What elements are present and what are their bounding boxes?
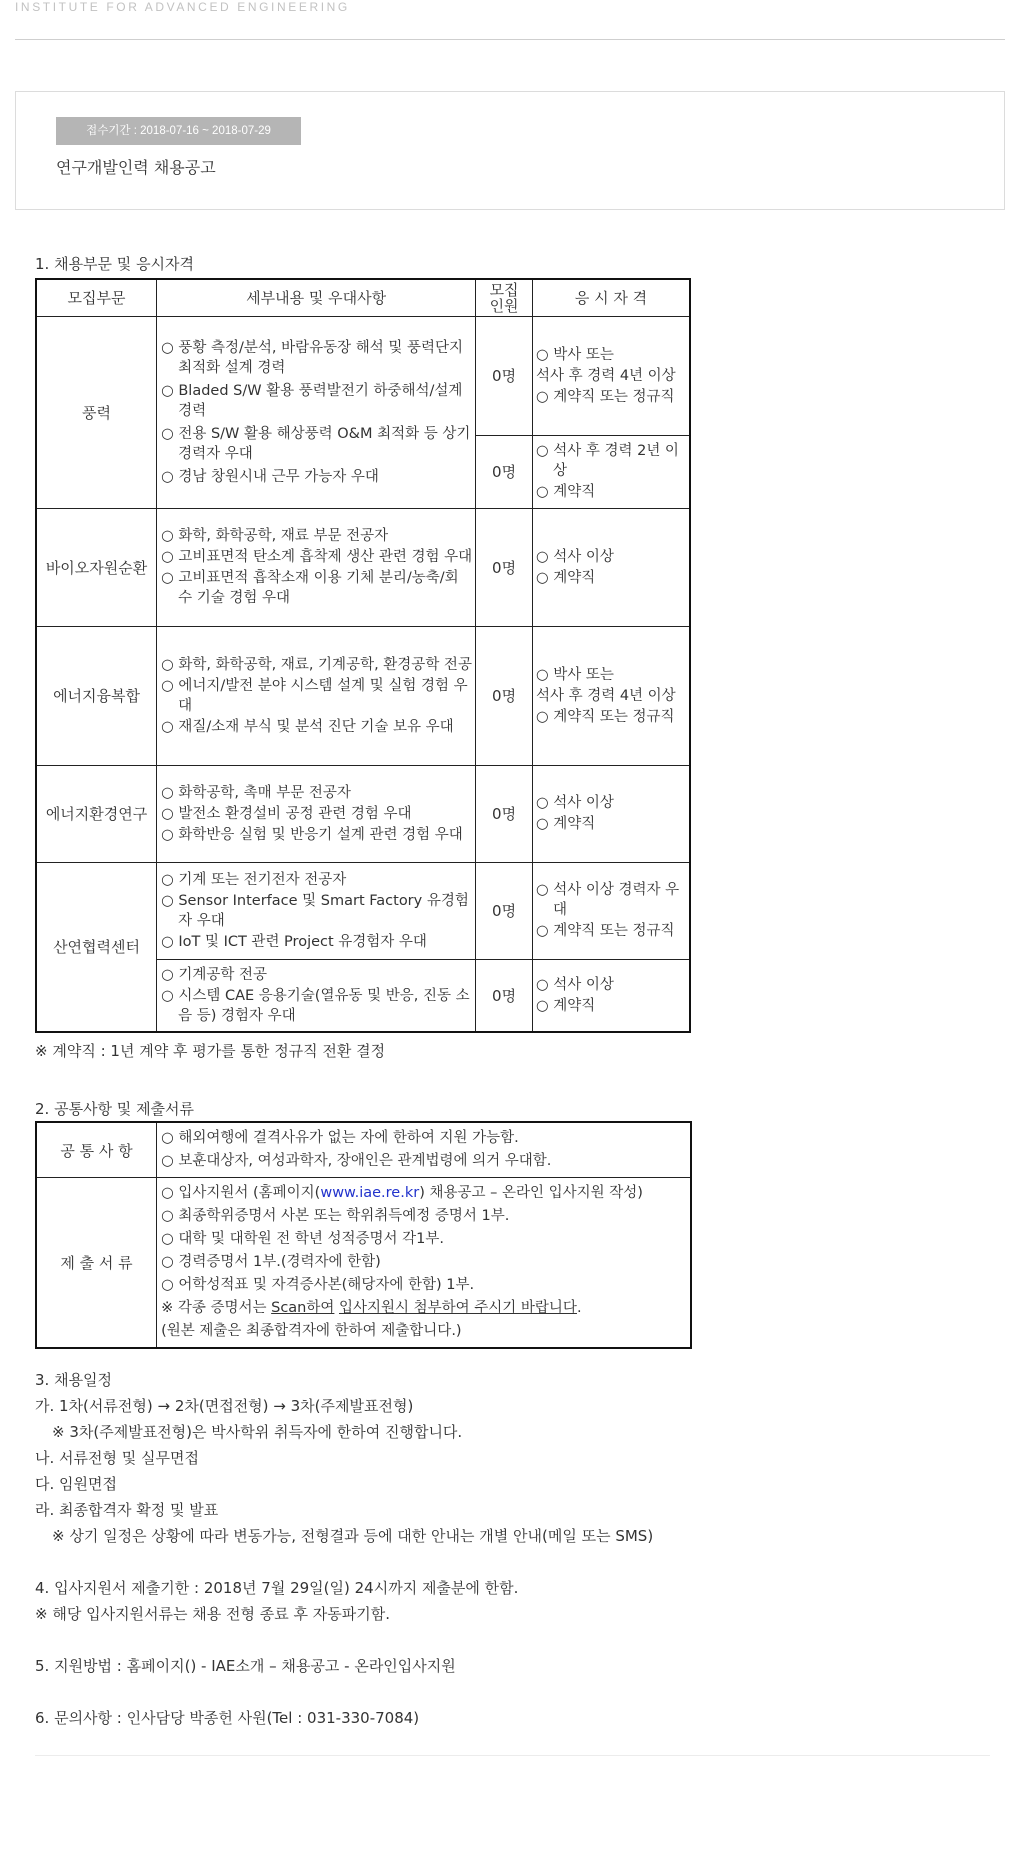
- qualification-cell: [532, 862, 690, 959]
- count-cell: 0명: [476, 765, 533, 862]
- count-cell: 0명: [476, 959, 533, 1032]
- schedule-line: 가. 1차(서류전형) → 2차(면접전형) → 3차(주제발표전형): [35, 1397, 414, 1415]
- section1-title: 1. 채용부문 및 응시자격: [35, 255, 195, 273]
- contract-note: ※ 계약직 : 1년 계약 후 평가를 통한 정규직 전환 결정: [35, 1042, 386, 1060]
- detail-item: ○ 기계공학 전공: [161, 966, 267, 983]
- qual-item: ○ 석사 이상 경력자 우대: [535, 882, 680, 918]
- detail-item: ○ 고비표면적 탄소계 흡착제 생산 관련 경험 우대: [161, 549, 473, 565]
- qualification-cell: [532, 316, 690, 435]
- category-cell: 산연협력센터: [36, 862, 157, 1032]
- common-docs-table: [35, 1121, 692, 1349]
- doc-scan-end: .: [576, 1300, 582, 1316]
- doc-scan-text: ※ 각종 증명서는: [161, 1300, 272, 1316]
- detail-item: ○ IoT 및 ICT 관련 Project 유경험자 우대: [161, 933, 427, 950]
- qual-item: ○ 계약직: [535, 484, 596, 500]
- table-row: [36, 765, 690, 862]
- notice-box: [15, 91, 1005, 210]
- notice-title: 연구개발인력 채용공고: [56, 158, 216, 177]
- detail-item: ○ 경남 창원시내 근무 가능자 우대: [161, 468, 379, 485]
- detail-item: ○ 기계 또는 전기전자 전공자: [161, 871, 347, 888]
- category-cell: 바이오자원순환: [36, 508, 157, 626]
- schedule-note: ※ 3차(주제발표전형)은 박사학위 취득자에 한하여 진행합니다.: [52, 1423, 463, 1441]
- doc-item-text: ○ 입사지원서 (홈페이지(: [161, 1185, 321, 1201]
- qual-item: ○ 석사 후 경력 2년 이상: [535, 443, 679, 479]
- count-cell: 0명: [476, 626, 533, 765]
- detail-item: ○ 에너지/발전 분야 시스템 설계 및 실험 경험 우대: [161, 677, 468, 714]
- doc-item: ○ 최종학위증명서 사본 또는 학위취득예정 증명서 1부.: [161, 1208, 510, 1224]
- count-cell: 0명: [476, 316, 533, 435]
- table-row: [36, 508, 690, 626]
- header-details: 세부내용 및 우대사항: [157, 279, 476, 316]
- common-item: ○ 해외여행에 결격사유가 없는 자에 한하여 지원 가능함.: [161, 1130, 519, 1146]
- section3-title: 3. 채용일정: [35, 1371, 113, 1389]
- qualification-cell: [532, 435, 690, 508]
- doc-scan-underlined: Scan하여: [271, 1300, 335, 1316]
- doc-item: ○ 경력증명서 1부.(경력자에 한함): [161, 1254, 381, 1270]
- detail-item: ○ 풍황 측정/분석, 바람유동장 해석 및 풍력단지 최적화 설계 경력: [161, 339, 464, 376]
- schedule-line: 다. 임원면접: [35, 1475, 117, 1493]
- details-cell: [157, 959, 476, 1032]
- category-cell: 에너지융복합: [36, 626, 157, 765]
- table-row: [36, 1178, 691, 1349]
- detail-item: ○ 시스템 CAE 응용기술(열유동 및 반응, 진동 소음 등) 경험자 우대: [161, 987, 470, 1024]
- detail-item: ○ 화학, 화학공학, 재료, 기계공학, 환경공학 전공: [161, 656, 472, 673]
- qual-item: ○ 석사 이상: [535, 795, 614, 811]
- qual-item: ○ 계약직 또는 정규직: [535, 923, 675, 939]
- detail-item: ○ 전용 S/W 활용 해상풍력 O&M 최적화 등 상기 경력자 우대: [161, 425, 471, 462]
- category-cell: 풍력: [36, 316, 157, 508]
- section2-title: 2. 공통사항 및 제출서류: [35, 1100, 195, 1118]
- application-period-badge: 접수기간 : 2018-07-16 ~ 2018-07-29: [56, 117, 301, 145]
- docs-cell: [157, 1178, 691, 1349]
- qual-item: ○ 석사 이상: [535, 976, 614, 993]
- recruitment-table: [35, 278, 691, 1033]
- qual-item: ○ 계약직 또는 정규직: [535, 708, 675, 725]
- doc-item: [161, 1182, 686, 1205]
- schedule-line: 라. 최종합격자 확정 및 발표: [35, 1501, 219, 1519]
- header-count: [476, 279, 533, 316]
- header-count-label: 모집 인원: [489, 280, 519, 315]
- detail-item: ○ 화학, 화학공학, 재료 부문 전공자: [161, 528, 389, 544]
- doc-original-note: (원본 제출은 최종합격자에 한하여 제출합니다.): [161, 1323, 462, 1339]
- header-qualification: 응 시 자 격: [532, 279, 690, 316]
- details-cell: [157, 508, 476, 626]
- category-cell: 에너지환경연구: [36, 765, 157, 862]
- footer-divider: [35, 1755, 990, 1756]
- doc-item: ○ 어학성적표 및 자격증사본(해당자에 한함) 1부.: [161, 1277, 475, 1293]
- count-cell: 0명: [476, 508, 533, 626]
- table-header-row: [36, 279, 690, 316]
- detail-item: ○ 화학공학, 촉매 부문 전공자: [161, 784, 351, 801]
- count-cell: 0명: [476, 435, 533, 508]
- qual-item: ○ 석사 이상: [535, 548, 614, 565]
- qualification-cell: [532, 626, 690, 765]
- contact-info: 6. 문의사항 : 인사담당 박종헌 사원(Tel : 031-330-7084): [35, 1709, 420, 1727]
- header-divider: [15, 39, 1005, 40]
- qual-item: ○ 계약직: [535, 816, 596, 832]
- detail-item: ○ 화학반응 실험 및 반응기 설계 관련 경험 우대: [161, 826, 463, 843]
- doc-item: ○ 대학 및 대학원 전 학년 성적증명서 각1부.: [161, 1231, 444, 1247]
- homepage-link[interactable]: www.iae.re.kr: [320, 1185, 420, 1201]
- qual-item: 석사 후 경력 4년 이상: [535, 367, 676, 384]
- common-item: ○ 보훈대상자, 여성과학자, 장애인은 관계법령에 의거 우대함.: [161, 1153, 552, 1169]
- details-cell: [157, 862, 476, 959]
- details-cell: [157, 316, 476, 508]
- details-cell: [157, 765, 476, 862]
- table-row: [36, 862, 690, 959]
- details-cell: [157, 626, 476, 765]
- header-category: 모집부문: [36, 279, 157, 316]
- docs-label: 제 출 서 류: [36, 1178, 157, 1349]
- common-cell: [157, 1122, 691, 1178]
- detail-item: ○ 고비표면적 흡착소재 이용 기체 분리/농축/회수 기술 경험 우대: [161, 570, 459, 606]
- detail-item: ○ 발전소 환경설비 공정 관련 경험 우대: [161, 805, 412, 822]
- doc-scan-note: [161, 1297, 686, 1320]
- detail-item: ○ Bladed S/W 활용 풍력발전기 하중해석/설계 경력: [161, 382, 463, 419]
- qualification-cell: [532, 765, 690, 862]
- detail-item: ○ 재질/소재 부식 및 분석 진단 기술 보유 우대: [161, 718, 454, 735]
- institute-name: INSTITUTE FOR ADVANCED ENGINEERING: [15, 0, 350, 14]
- schedule-note: ※ 상기 일정은 상황에 따라 변동가능, 전형결과 등에 대한 안내는 개별 안내(메일 또는 SMS): [52, 1527, 654, 1545]
- qual-item: ○ 계약직: [535, 569, 596, 586]
- common-label: 공 통 사 항: [36, 1122, 157, 1178]
- table-row: [36, 626, 690, 765]
- qualification-cell: [532, 508, 690, 626]
- qual-item: ○ 계약직 또는 정규직: [535, 388, 675, 405]
- qualification-cell: [532, 959, 690, 1032]
- table-row: [36, 316, 690, 435]
- detail-item: ○ Sensor Interface 및 Smart Factory 유경험자 우대: [161, 892, 469, 929]
- table-row: [36, 1122, 691, 1178]
- qual-item: ○ 계약직: [535, 997, 596, 1014]
- doc-scan-underlined: 입사지원시 첨부하여 주시기 바랍니다: [339, 1300, 577, 1316]
- deadline-note: ※ 해당 입사지원서류는 채용 전형 종료 후 자동파기함.: [35, 1605, 391, 1623]
- deadline-line: 4. 입사지원서 제출기한 : 2018년 7월 29일(일) 24시까지 제출분에 한함.: [35, 1579, 519, 1597]
- count-cell: 0명: [476, 862, 533, 959]
- qual-item: ○ 박사 또는: [535, 346, 614, 363]
- doc-item-text: ) 채용공고 – 온라인 입사지원 작성): [419, 1185, 643, 1201]
- qual-item: ○ 박사 또는: [535, 666, 614, 683]
- apply-method: 5. 지원방법 : 홈페이지() - IAE소개 – 채용공고 - 온라인입사지원: [35, 1657, 456, 1675]
- qual-item: 석사 후 경력 4년 이상: [535, 687, 676, 704]
- schedule-line: 나. 서류전형 및 실무면접: [35, 1449, 199, 1467]
